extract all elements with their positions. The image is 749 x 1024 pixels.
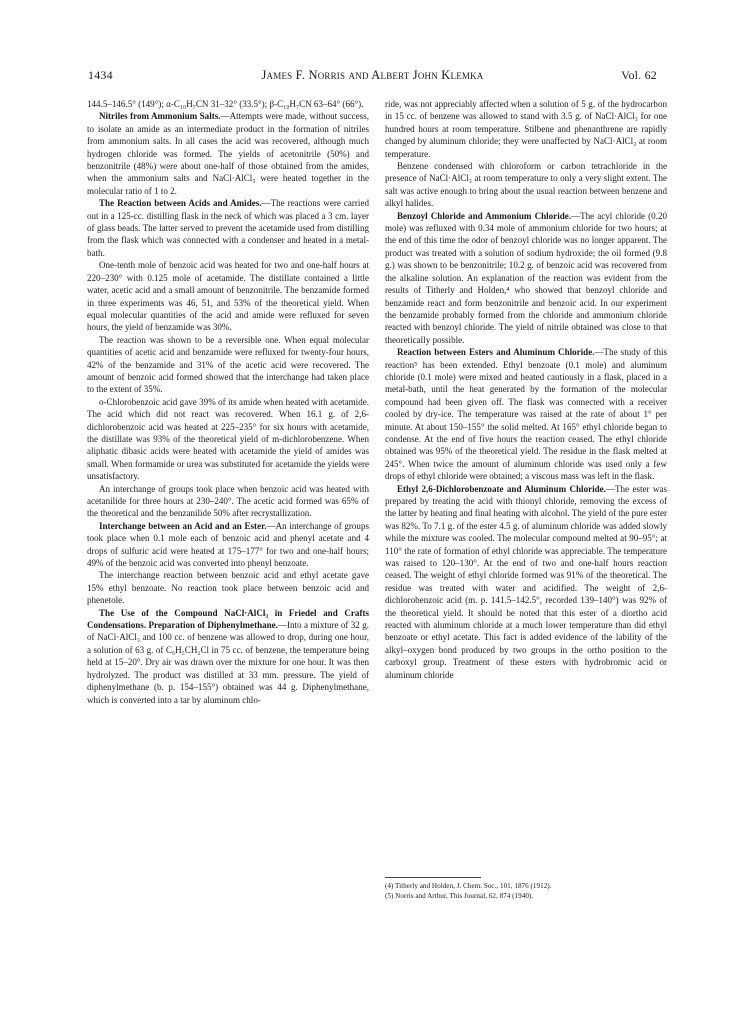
paragraph-text: —The reactions were carried out in a 125-cc. distilling flask in the neck of which was placed a 3 cm. layer of glass beads. The latter served to prevent the acetamide used from distilling from the flask which was connected with a condenser and heated in a metal-bath. [87,198,369,258]
paragraph [385,483,667,682]
paragraph [385,210,667,346]
paragraph-text: ride, was not appreciably affected when a solution of 5 g. of the hydrocarbon in 15 cc. of benzene was allowed to stand with 3.5 g. of NaCl·AlCl₃ for one hundred hours at room temperature. Stilbene and phenanthrene are rapidly changed by aluminum chloride; they were unaffected by NaCl·AlCl₃ at room temperature. [385,99,667,159]
paragraph-text: An interchange of groups took place when benzoic acid was heated with acetanilide for three hours at 230–240°. The acetic acid formed was 65% of the theoretical and the benzanilide 50% after recrystallization. [87,483,369,519]
paragraph-text: o-Chlorobenzoic acid gave 39% of its amide when heated with acetamide. The acid which did not react was recovered. When 16.1 g. of 2,6-dichlorobenzoic acid was heated at 225–235° for six hours with acetamide, the distillate was 93% of the theoretical yield of m-dichlorobenzene. When aliphatic dibasic acids were heated with acetamide the yield of amides was small. When formamide or urea was substituted for acetamide the yields were unsatisfactory. [87,396,369,482]
paragraph-text: —Attempts were made, without success, to isolate an amide as an intermediate product in the formation of nitriles from ammonium salts. In all cases the acid was recovered, although much hydrogen chloride was formed. The yields of acetonitrile (50%) and benzonitrile (48%) were about one-half of those obtained from the amides, when the ammonium salts and NaCl·AlCl₃ were heated together in the molecular ratio of 1 to 2. [87,111,369,196]
page-number: 1434 [88,68,113,82]
paragraph-text: —The study of this reaction⁵ has been extended. Ethyl benzoate (0.1 mole) and aluminum chloride (0.1 mole) were mixed and heated cautiously in a flask, placed in a metal-bath, until the heat generated by the formation of the molecular compound had been given off. The flask was connected with a receiver cooled by dry-ice. The temperature was raised at the rate of about 1° per minute. At about 150–155° the solid melted. At 165° ethyl chloride began to condense. At the end of five hours the reaction ceased. The ethyl chloride obtained was 95% of the theoretical yield. The residue in the flask melted at 245°. When twice the amount of aluminum chloride was used only a few drops of ethyl chloride were obtained; a viscous mass was left in the flask. [385,347,667,482]
paragraph-text: The interchange reaction between benzoic acid and ethyl acetate gave 15% ethyl benzoate. No reaction took place between benzoic acid and phenetole. [87,570,369,606]
running-title: James F. Norris and Albert John Klemka [261,68,484,82]
paragraph-text: —An interchange of groups took place when 0.1 mole each of benzoic acid and phenyl acetate and 4 drops of sulfuric acid were heated at 175–177° for two and one-half hours; 49% of the benzoic acid was converted into phenyl benzoate. [87,520,370,569]
left-column [87,98,369,706]
section-heading: The Reaction between Acids and Amides. [99,198,262,209]
section-heading: Ethyl 2,6-Dichlorobenzoate and Aluminum Chloride. [397,483,606,494]
paragraph [87,259,369,333]
paragraph [87,483,369,520]
running-header [88,68,657,86]
paragraph-text: The reaction was shown to be a reversible one. When equal molecular quantities of acetic acid and benzamide were refluxed for twenty-four hours, 42% of the benzamide and 31% of the acetic acid were recovered. The amount of benzoic acid formed showed that the interchange had taken place to the extent of 35%. [87,334,369,395]
footnote-rule [385,877,481,878]
volume-label: Vol. 62 [621,68,657,82]
paragraph [87,197,369,259]
section-heading: The Use of the Compound NaCl·AlCl₃ in Friedel and Crafts Condensations. Preparation of Diphenylmethane. [87,607,369,631]
right-column [385,98,667,681]
section-heading: Benzoyl Chloride and Ammonium Chloride. [397,210,572,221]
paragraph [87,396,369,483]
paragraph-text: —The acyl chloride (0.20 mole) was refluxed with 0.34 mole of ammonium chloride for two hours; at the end of this time the odor of benzoyl chloride was no longer apparent. The product was treated with a solution of sodium hydroxide; the oil formed (9.8 g.) was shown to be benzonitrile; 10.2 g. of benzoic acid was recovered from the alkaline solution. An explanation of the reaction was evident from the results of Titherly and Holden,⁴ who showed that benzoyl chloride and benzamide react and form benzonitrile and benzoic acid. In our experiment the benzamide probably formed from the chloride and ammonium chloride reacted with benzoyl chloride. The yield of nitrile obtained was close to that theoretically possible. [385,210,667,345]
footnote-5: (5) Norris and Arthur, This Journal, 62, 874 (1940). [385,892,534,900]
paragraph [87,607,369,706]
paragraph [385,98,667,160]
paragraph-text: Benzene condensed with chloroform or carbon tetrachloride in the presence of NaCl·AlCl₃ at room temperature to only a very slight extent. The salt was active enough to bring about the usual reaction between benzene and alkyl halides. [385,161,667,209]
paragraph-text: —Into a mixture of 32 g. of NaCl·AlCl₃ and 100 cc. of benzene was allowed to drop, during one hour, a solution of 63 g. of C₆H₅CH₂Cl in 75 cc. of benzene, the temperature being held at 15–20°. Dry air was drawn over the mixture for one hour. It was then hydrolyzed. The product was distilled at 33 mm. pressure. The yield of diphenylmethane (b. p. 154–155°) obtained was 44 g. Diphenylmethane, which is converted into a tar by aluminum chlo- [87,620,369,705]
section-heading: Interchange between an Acid and an Ester. [99,520,267,531]
paragraph [385,346,667,482]
paragraph [87,98,369,110]
paragraph-text: One-tenth mole of benzoic acid was heated for two and one-half hours at 220–230° with 0.125 mole of acetamide. The distillate contained a little water, acetic acid and a small amount of benzonitrile. The benzamide formed in three experiments was 46, 51, and 53% of the theoretical yield. When equal molecular quantities of the acid and amide were refluxed for seven hours, the yield of benzamide was 30%. [87,260,369,333]
section-heading: Nitriles from Ammonium Salts. [99,111,221,122]
section-heading: Reaction between Esters and Aluminum Chloride. [397,347,595,358]
paragraph-text: —The ester was prepared by treating the acid with thionyl chloride, removing the excess of the latter by heating and final heating with alcohol. The yield of the pure ester was 82%. To 7.1 g. of the ester 4.5 g. of aluminum chloride was added slowly while the mixture was cooled. The molecular compound melted at 90–95°; at 110° the rate of formation of ethyl chloride was appreciable. The temperature was raised to 120–130°. At the end of two and one-half hours reaction ceased. The weight of ethyl chloride formed was 91% of the theoretical. The residue was treated with water and acidified. The weight of 2,6-dichlorobenzoic acid (m. p. 141.5–142.5°, recorded 139–140°) was 92% of the theoretical yield. It should be noted that this ester of a diortho acid reacted with aluminum chloride at a much lower temperature than did ethyl benzoate or ethyl acetate. This fact is added evidence of the lability of the alkyl–oxygen bond produced by two groups in the ortho position to the carboxyl group. Treatment of these esters with hydrobromic acid or aluminum chloride [385,483,667,680]
paragraph-text: 144.5–146.5° (149°); α-C₁₀H₇CN 31–32° (33.5°); β-C₁₀H₇CN 63–64° (66°). [87,99,364,109]
paragraph [87,334,369,396]
paragraph [385,160,667,210]
paragraph [87,569,369,606]
footnote-4: (4) Titherly and Holden, J. Chem. Soc., 101, 1876 (1912). [385,882,552,890]
paragraph [87,110,369,197]
paragraph [87,520,369,570]
